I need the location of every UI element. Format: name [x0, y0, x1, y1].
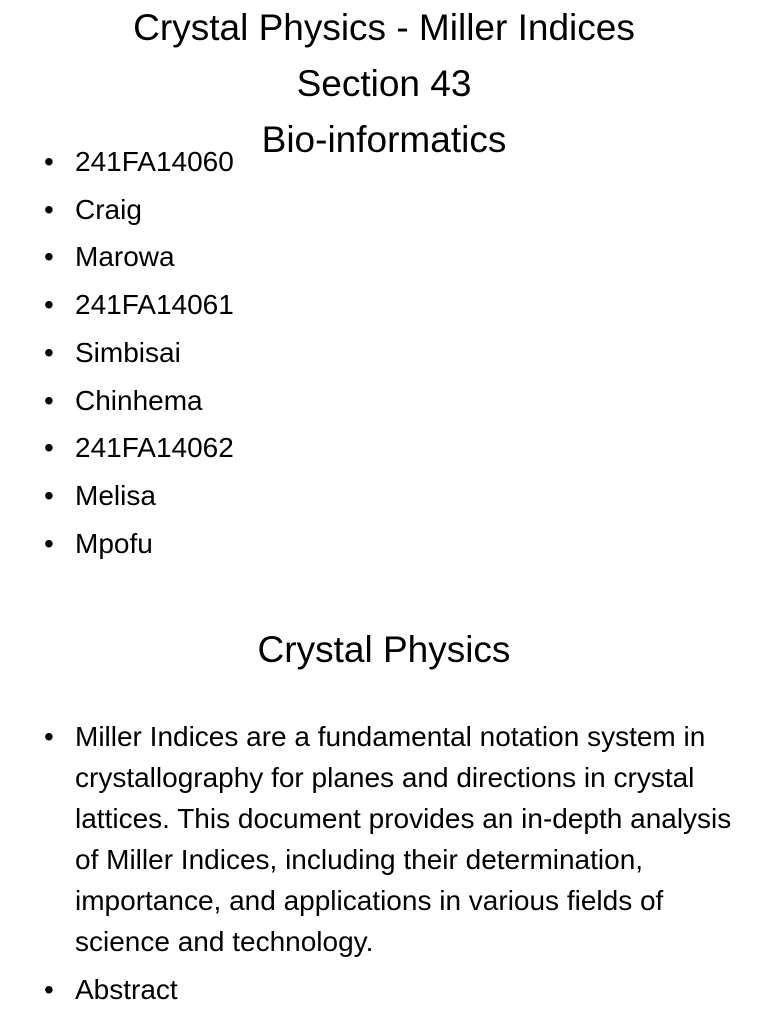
- section-bullet: • Abstract: [44, 969, 734, 1010]
- list-item: • 241FA14061: [44, 281, 234, 329]
- list-item: • Chinhema: [44, 377, 234, 425]
- title-line-3: Bio-informatics: [261, 119, 507, 160]
- list-item: • Melisa: [44, 472, 234, 520]
- section-heading: Crystal Physics: [257, 629, 511, 670]
- list-item: • 241FA14062: [44, 424, 234, 472]
- list-item: • 241FA14060: [44, 138, 234, 186]
- list-item: • Craig: [44, 186, 234, 234]
- list-item: • Simbisai: [44, 329, 234, 377]
- list-item: • Mpofu: [44, 520, 234, 568]
- member-list: [44, 138, 234, 567]
- section-bullet-list: [44, 716, 734, 1017]
- title-line-1: Crystal Physics - Miller Indices: [133, 7, 635, 48]
- title-line-2: Section 43: [296, 63, 472, 104]
- section-bullet: • Miller Indices are a fundamental notation system in crystallography for planes and directions in crystal lattices. This document provides an in-depth analysis of Miller Indices, including their determination, importance, and applications in various fields of science and technology.: [44, 716, 734, 962]
- list-item: • Marowa: [44, 233, 234, 281]
